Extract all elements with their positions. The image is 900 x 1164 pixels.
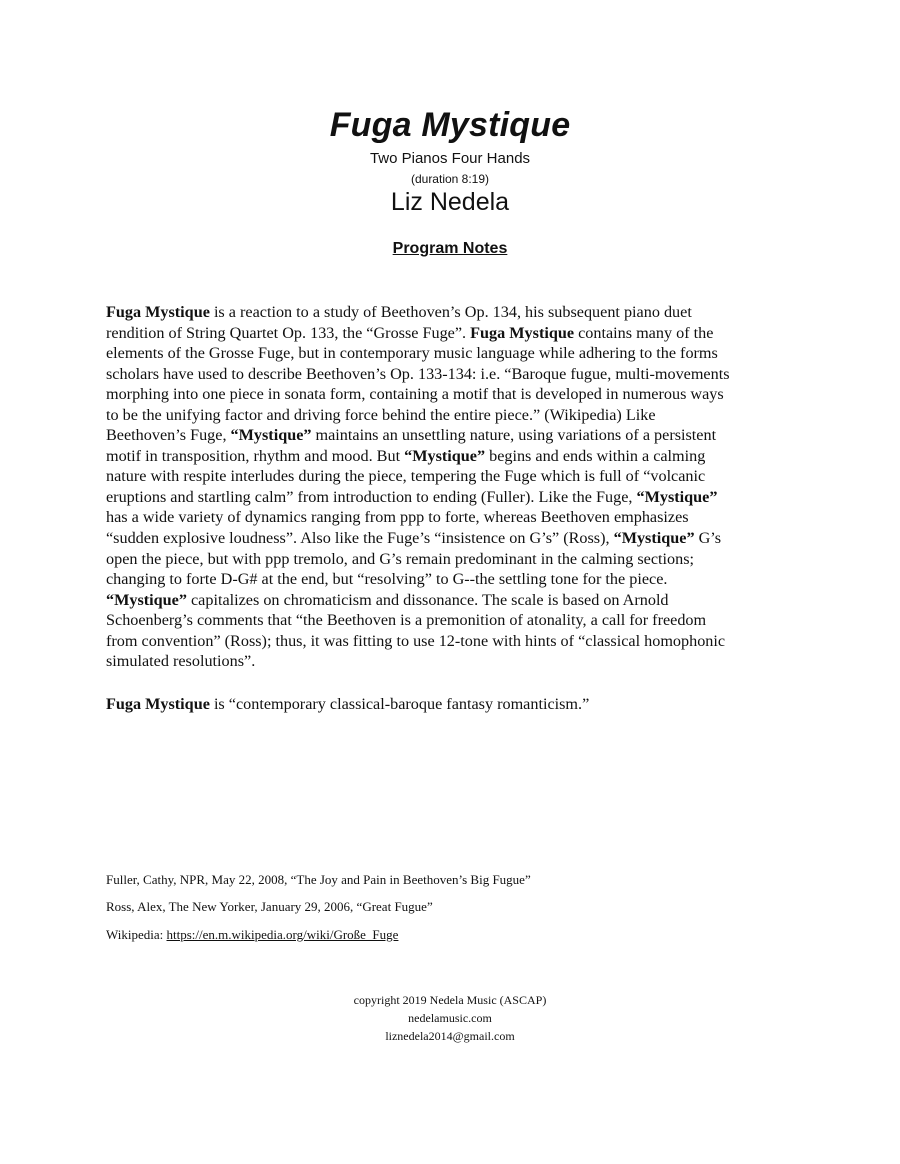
bold-title-text: “Mystique”	[106, 590, 187, 609]
reference-wikipedia-label: Wikipedia:	[106, 927, 167, 942]
body-line	[106, 405, 796, 426]
bold-title-text: Fuga Mystique	[106, 303, 210, 321]
bold-title-text: “Mystique”	[404, 446, 486, 465]
body-text-segment: “sudden explosive loudness”. Also like the Fuge’s “insistence on G’s” (Ross),	[106, 529, 614, 548]
program-notes-body	[106, 302, 796, 672]
body-line	[106, 446, 796, 467]
body-line	[106, 549, 796, 570]
body-text-segment: open the piece, but with ppp tremolo, and G’s remain predominant in the calming sections;	[106, 549, 695, 568]
body-text-segment: Schoenberg’s comments that “the Beethoven is a premonition of atonality, a call for freedom	[106, 611, 707, 630]
composer-name: Liz Nedela	[390, 188, 510, 216]
body-text-segment: contains many of the	[574, 323, 714, 342]
body-text-segment: to be the unifying factor and driving force behind the entire piece.” (Wikipedia) Like	[106, 405, 656, 424]
website-text: nedelamusic.com	[408, 1011, 492, 1025]
body-line	[106, 384, 796, 405]
wikipedia-link[interactable]: https://en.m.wikipedia.org/wiki/Große_Fuge	[166, 927, 399, 942]
copyright-text: copyright 2019 Nedela Music (ASCAP)	[353, 993, 547, 1007]
body-text-segment: Beethoven’s Fuge,	[106, 426, 231, 445]
body-line	[106, 569, 796, 590]
body-text-segment: nature with respite interludes during the piece, tempering the Fuge which is full of “volcanic	[106, 467, 706, 486]
body-line	[106, 651, 796, 672]
body-text-segment: rendition of String Quartet Op. 133, the “Grosse Fuge”.	[106, 323, 471, 342]
bold-title-text: Fuga Mystique	[470, 323, 575, 342]
summary-paragraph	[106, 694, 796, 715]
body-text-segment: begins and ends within a calming	[485, 446, 706, 465]
body-text-segment: eruptions and startling calm” from introduction to ending (Fuller). Like the Fuge,	[106, 487, 637, 506]
body-line	[106, 631, 796, 652]
body-text-segment: is a reaction to a study of Beethoven’s Op. 134, his subsequent piano duet	[209, 303, 692, 321]
bold-title-text: “Mystique”	[636, 487, 718, 506]
body-text-segment: morphing into one piece in sonata form, containing a motif that is developed in numerous ways	[106, 385, 724, 404]
subtitle: Two Pianos Four Hands	[369, 150, 531, 167]
reference-wikipedia	[106, 927, 398, 943]
body-line	[106, 590, 796, 611]
body-line	[106, 364, 796, 385]
body-line	[106, 302, 796, 323]
body-line	[106, 528, 796, 549]
body-line	[106, 466, 796, 487]
body-text-segment: has a wide variety of dynamics ranging from ppp to forte, whereas Beethoven emphasizes	[106, 508, 689, 527]
body-text-segment: from convention” (Ross); thus, it was fitting to use 12-tone with hints of “classical homophonic	[106, 631, 726, 650]
body-line	[106, 487, 796, 508]
body-line	[106, 323, 796, 344]
footer	[0, 991, 900, 1045]
body-text-segment: maintains an unsettling nature, using variations of a persistent	[311, 426, 717, 445]
bold-title-text: “Mystique”	[613, 529, 695, 548]
body-text-segment: changing to forte D-G# at the end, but “resolving” to G--the settling tone for the piece.	[106, 570, 668, 589]
reference-fuller: Fuller, Cathy, NPR, May 22, 2008, “The Joy and Pain in Beethoven’s Big Fugue”	[106, 872, 531, 887]
body-line	[106, 343, 796, 364]
body-text-segment: motif in transposition, rhythm and mood. But	[106, 446, 405, 465]
page-title: Fuga Mystique	[329, 106, 571, 144]
section-heading: Program Notes	[392, 240, 508, 257]
bold-title-text: “Mystique”	[230, 426, 312, 445]
body-line	[106, 507, 796, 528]
summary-title: Fuga Mystique	[106, 695, 210, 713]
body-text-segment: simulated resolutions”.	[106, 652, 256, 671]
email-text: liznedela2014@gmail.com	[385, 1029, 515, 1043]
body-line	[106, 610, 796, 631]
duration: (duration 8:19)	[410, 172, 490, 186]
body-text-segment: scholars have used to describe Beethoven’s Op. 133-134: i.e. “Baroque fugue, multi-movements	[106, 364, 730, 383]
body-line	[106, 425, 796, 446]
body-text-segment: G’s	[694, 529, 722, 548]
body-text-segment: elements of the Grosse Fuge, but in contemporary music language while adhering to the forms	[106, 344, 718, 363]
body-text-segment: capitalizes on chromaticism and dissonance. The scale is based on Arnold	[186, 590, 669, 609]
reference-ross: Ross, Alex, The New Yorker, January 29, 2006, “Great Fugue”	[106, 899, 433, 914]
summary-text: is “contemporary classical-baroque fantasy romanticism.”	[209, 695, 590, 713]
